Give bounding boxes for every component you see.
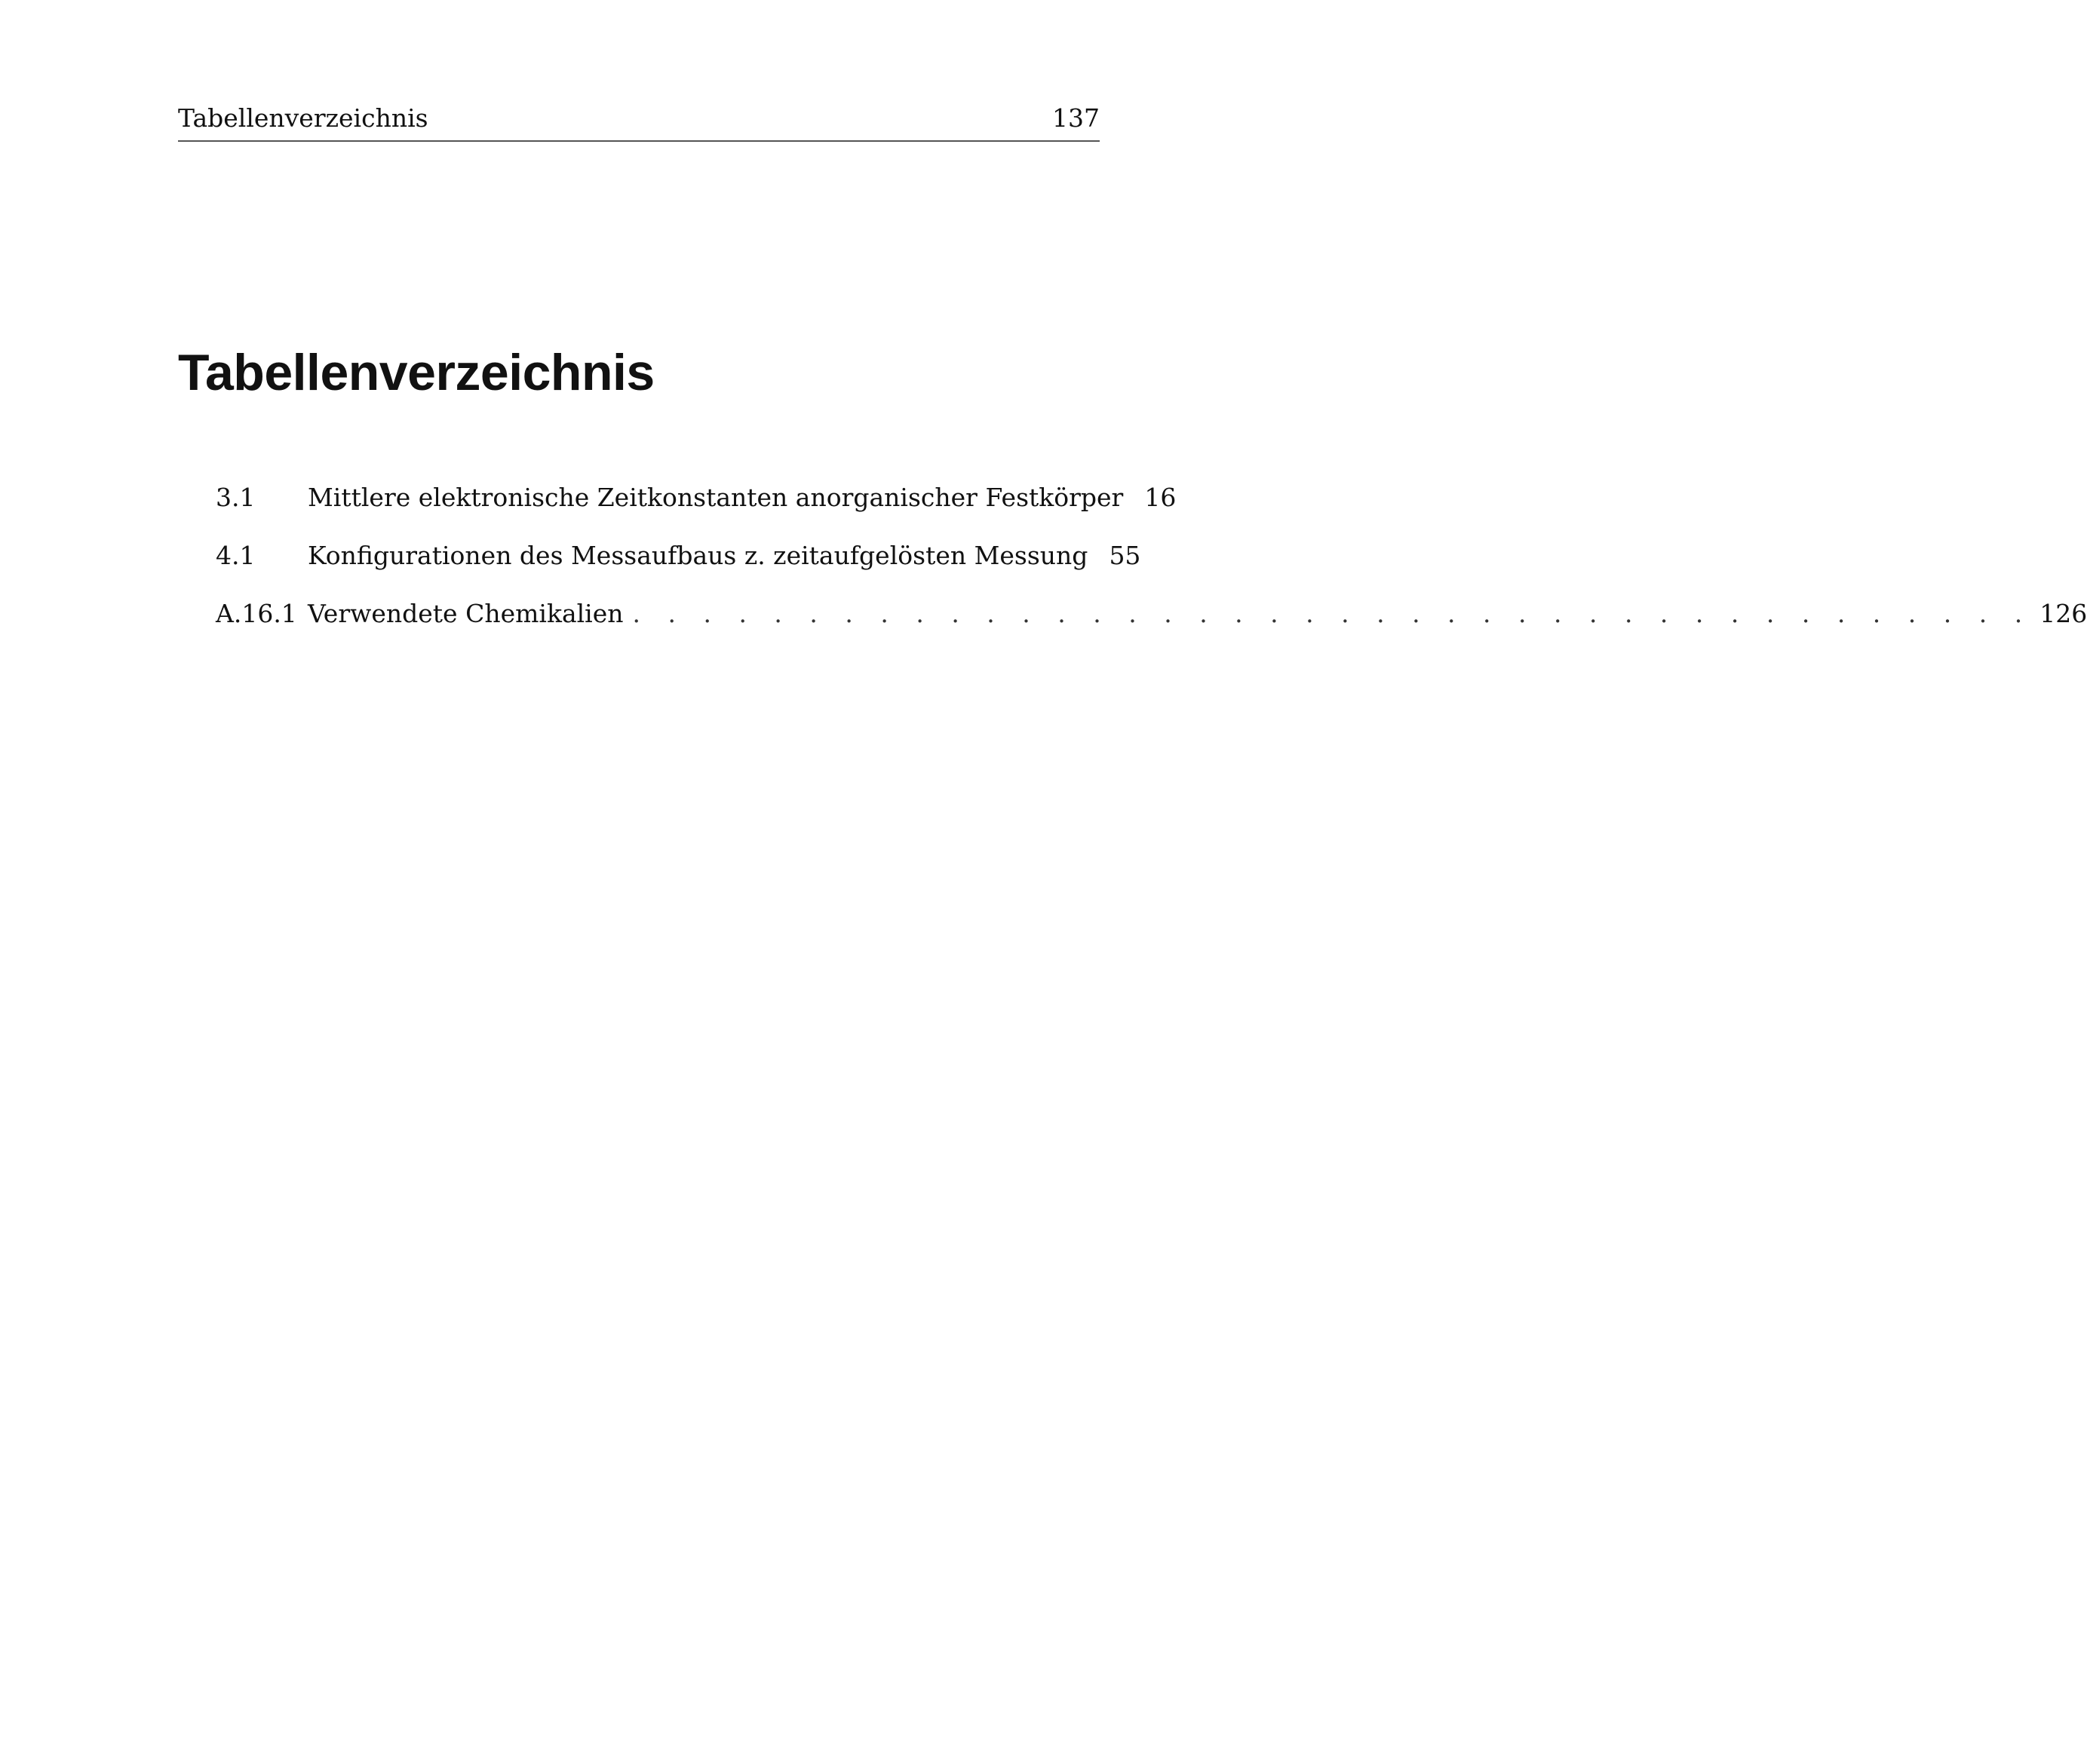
table-list [216,483,2087,657]
table-title: Verwendete Chemikalien [308,599,624,628]
table-list-entry[interactable] [216,483,1177,541]
chapter-title: Tabellenverzeichnis [178,344,655,401]
table-page-number: 55 [1109,541,1141,570]
dot-leader: . . . . . . . . . . . . . . . . . . . . . . . . . . . . . . . . . . . . . . . . [632,599,2033,628]
table-page-number: 16 [1144,483,1177,512]
table-title: Konfigurationen des Messaufbaus z. zeitaufgelösten Messung [308,541,1088,570]
table-list-entry[interactable] [216,599,2087,657]
table-number: A.16.1 [216,599,297,628]
page-number: 137 [1052,103,1100,133]
table-title: Mittlere elektronische Zeitkonstanten anorganischer Festkörper [308,483,1124,512]
running-header-title: Tabellenverzeichnis [178,103,428,133]
table-list-entry[interactable] [216,541,1141,599]
table-number: 4.1 [216,541,256,570]
table-number: 3.1 [216,483,256,512]
running-header [178,103,1100,142]
table-page-number: 126 [2039,599,2087,628]
